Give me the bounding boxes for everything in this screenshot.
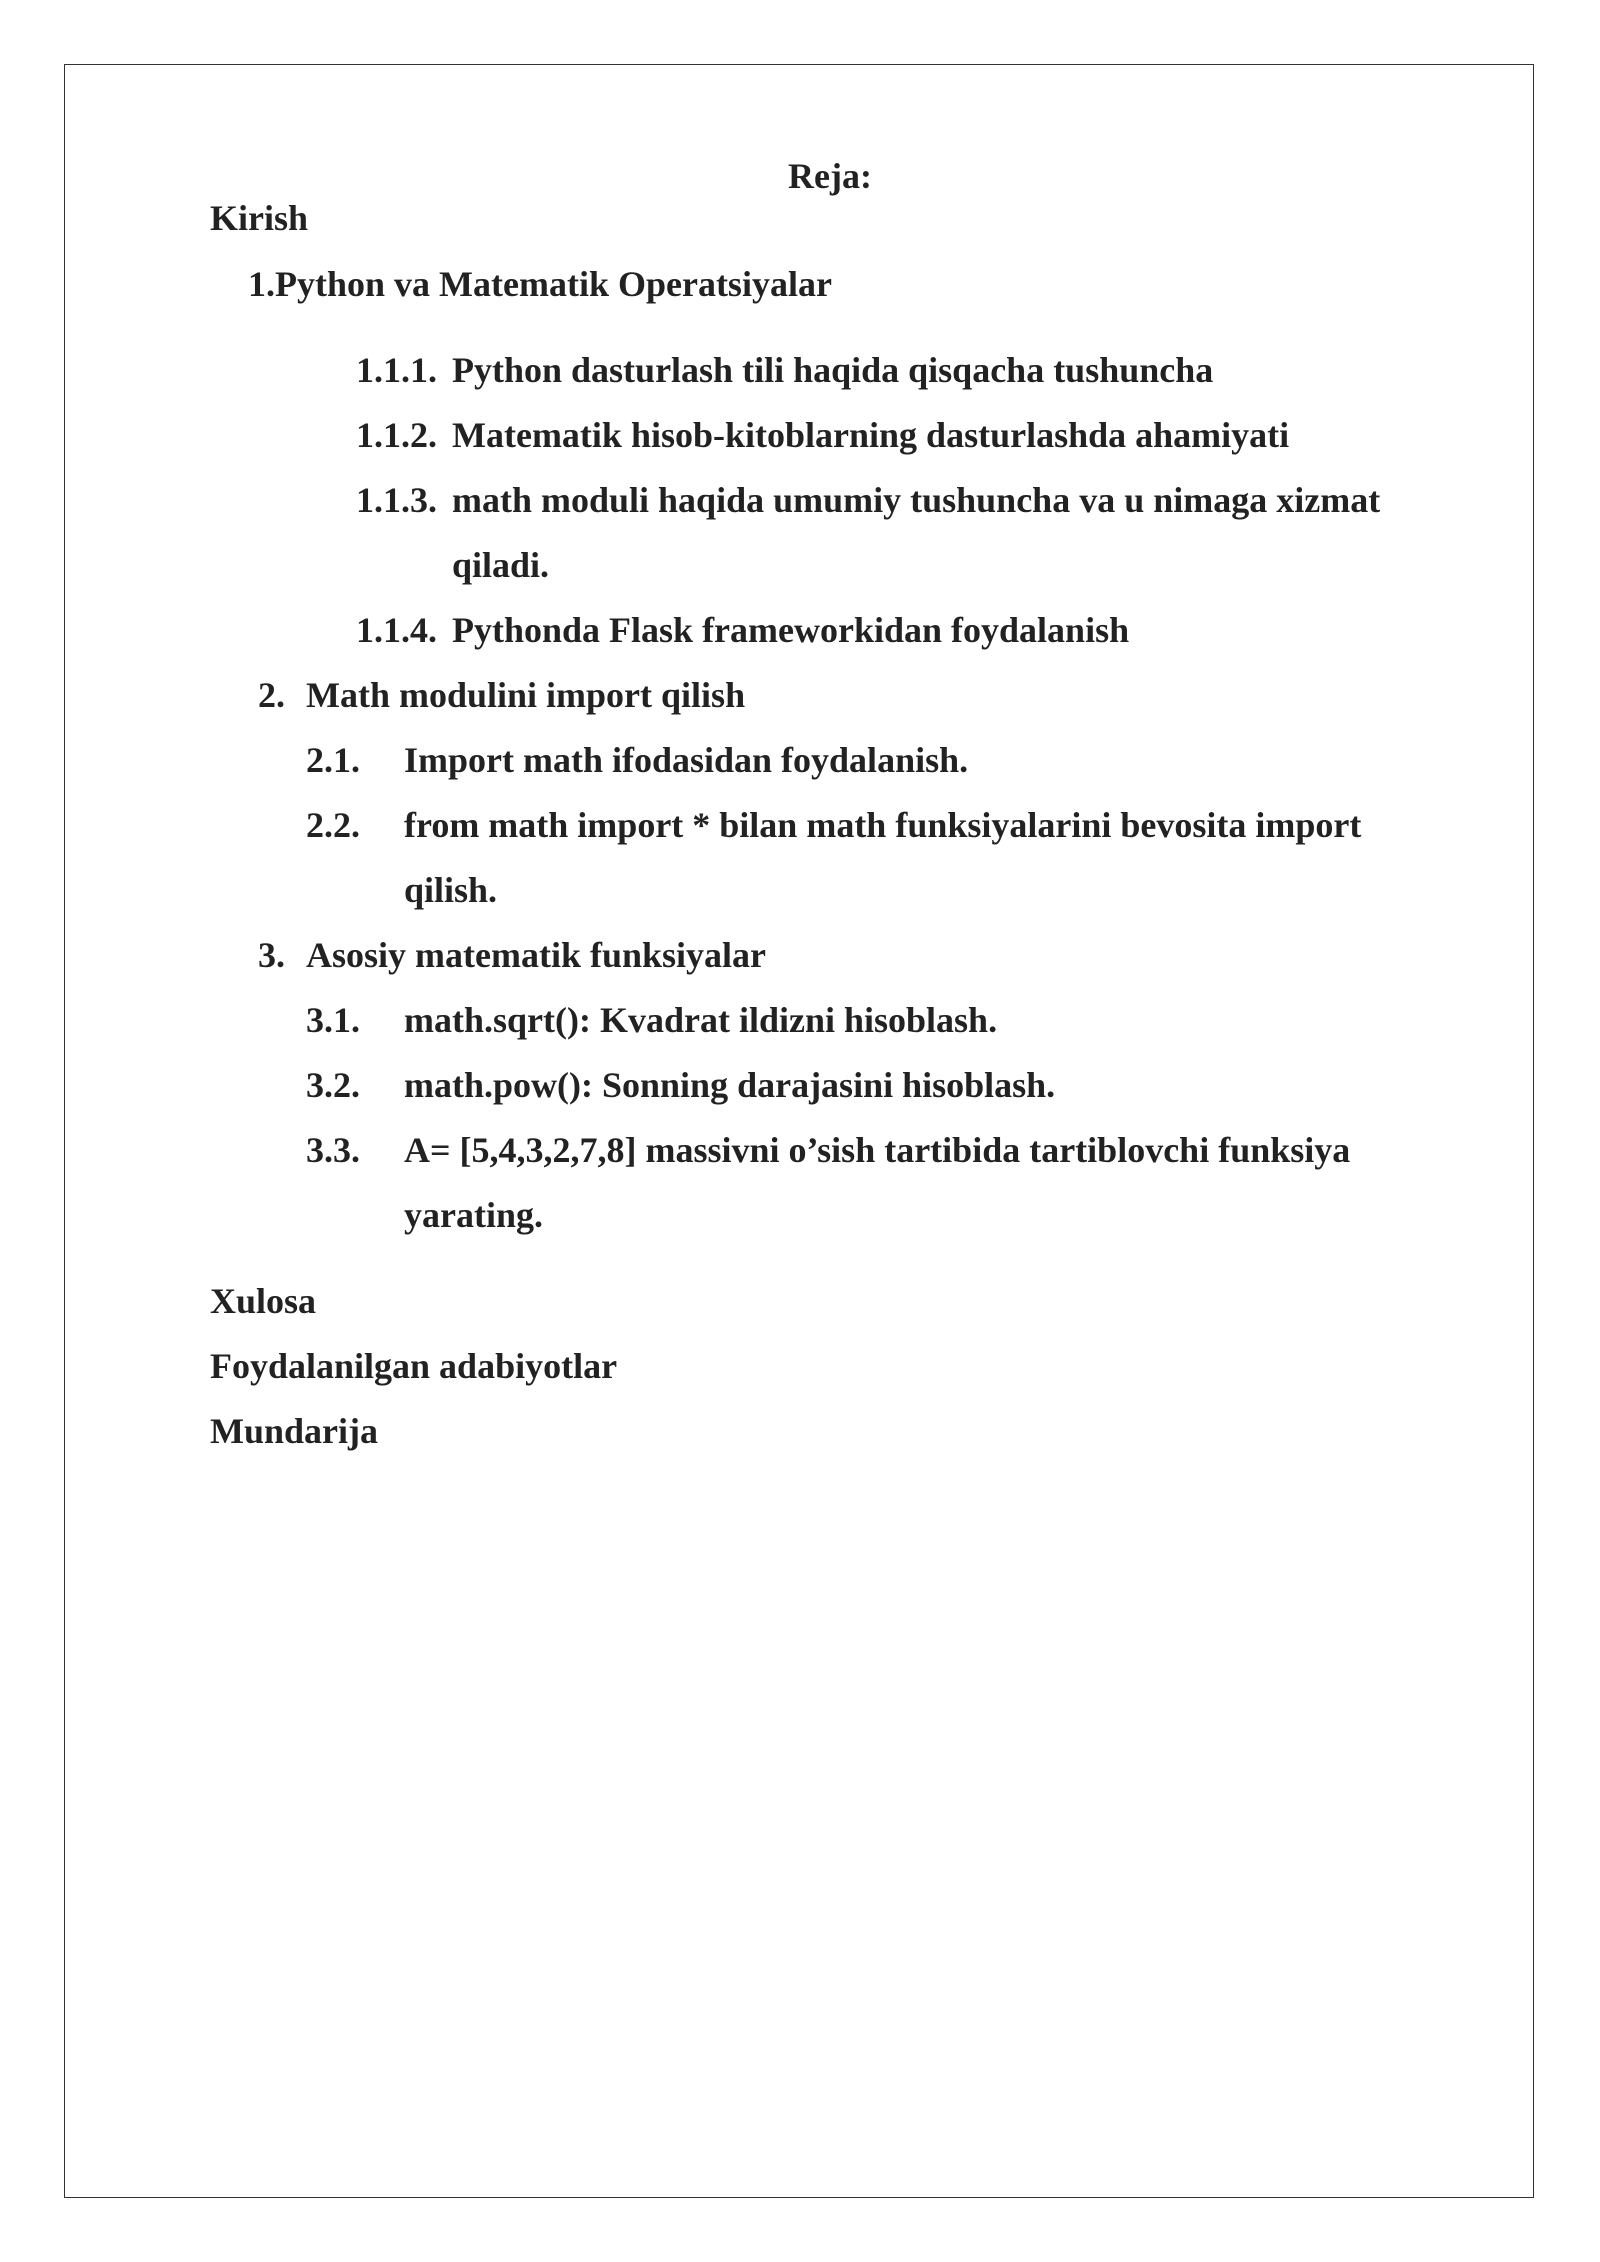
references-heading: Foydalanilgan adabiyotlar <box>210 1346 618 1386</box>
page-title: Reja: <box>788 156 872 196</box>
section-3-heading: Asosiy matematik funksiyalar <box>306 935 767 975</box>
item-3-3-continuation: yarating. <box>404 1195 543 1235</box>
item-1-1-1-number: 1.1.1. <box>356 350 437 390</box>
section-2-number: 2. <box>258 675 285 715</box>
intro-heading: Kirish <box>210 198 309 238</box>
item-3-1-number: 3.1. <box>306 1000 360 1040</box>
item-3-3-number: 3.3. <box>306 1130 360 1170</box>
section-2-heading: Math modulini import qilish <box>306 675 746 715</box>
section-1-heading: 1.Python va Matematik Operatsiyalar <box>248 264 832 304</box>
item-2-1-number: 2.1. <box>306 740 360 780</box>
item-3-3-text: A= [5,4,3,2,7,8] massivni o’sish tartibida tartiblovchi funksiya <box>404 1130 1351 1170</box>
item-1-1-1-text: Python dasturlash tili haqida qisqacha tushuncha <box>452 350 1214 390</box>
item-3-1-text: math.sqrt(): Kvadrat ildizni hisoblash. <box>404 1000 998 1040</box>
item-2-2-text: from math import * bilan math funksiyalarini bevosita import <box>404 805 1362 845</box>
item-1-1-2-number: 1.1.2. <box>356 415 437 455</box>
item-1-1-4-number: 1.1.4. <box>356 610 437 650</box>
item-1-1-4-text: Pythonda Flask frameworkidan foydalanish <box>452 610 1130 650</box>
item-2-2-continuation: qilish. <box>404 870 498 910</box>
item-2-2-number: 2.2. <box>306 805 360 845</box>
item-3-2-text: math.pow(): Sonning darajasini hisoblash. <box>404 1065 1056 1105</box>
item-2-1-text: Import math ifodasidan foydalanish. <box>404 740 969 780</box>
contents-heading: Mundarija <box>210 1411 379 1451</box>
item-1-1-3-continuation: qiladi. <box>452 545 550 585</box>
section-3-number: 3. <box>258 935 285 975</box>
item-1-1-3-number: 1.1.3. <box>356 480 437 520</box>
conclusion-heading: Xulosa <box>210 1281 317 1321</box>
item-1-1-2-text: Matematik hisob-kitoblarning dasturlashda ahamiyati <box>452 415 1290 455</box>
item-1-1-3-text: math moduli haqida umumiy tushuncha va u nimaga xizmat <box>452 480 1381 520</box>
item-3-2-number: 3.2. <box>306 1065 360 1105</box>
